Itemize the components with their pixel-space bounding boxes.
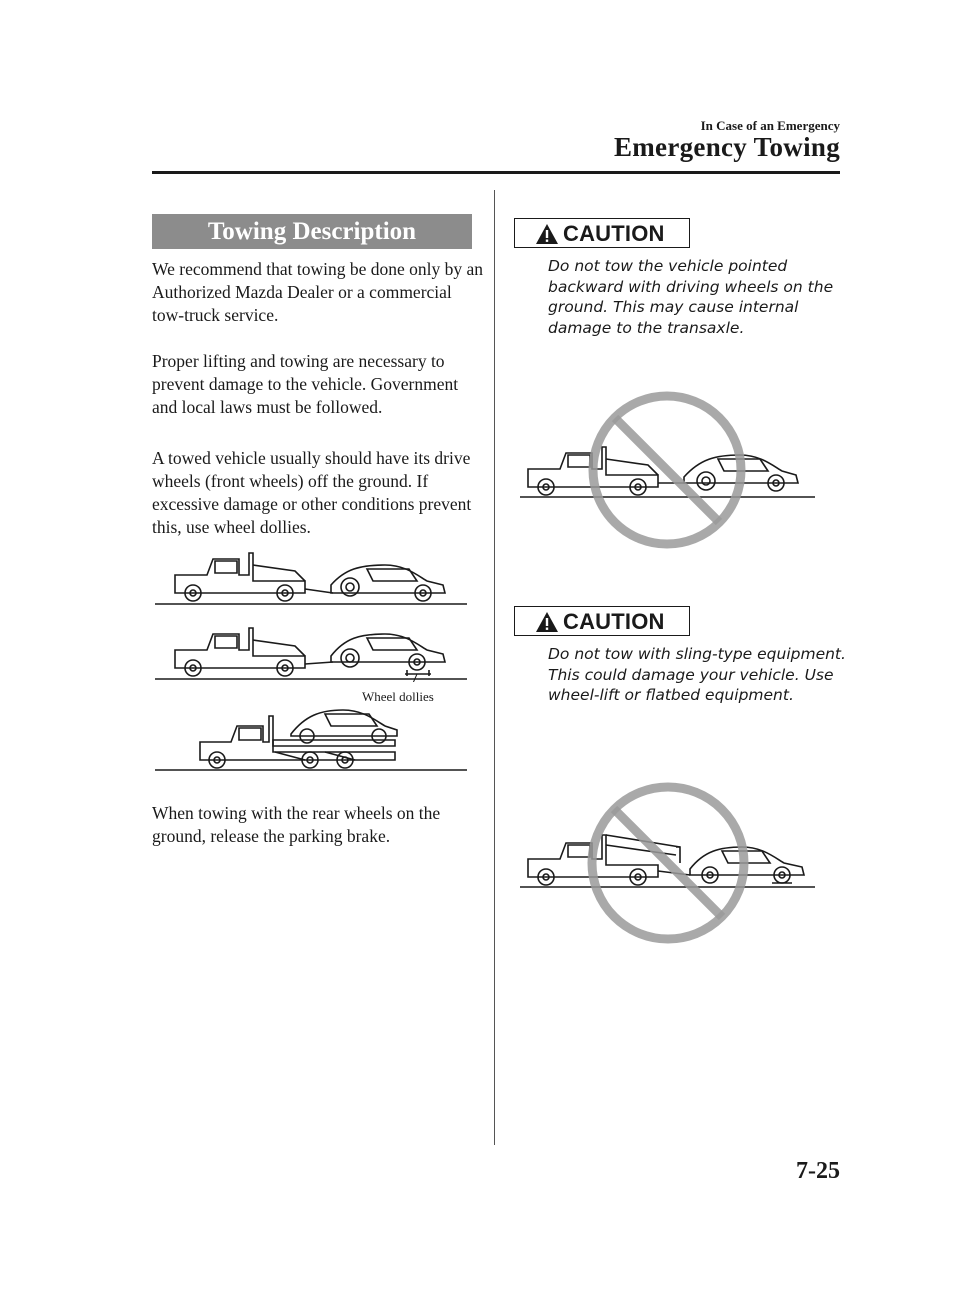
chapter-label: In Case of an Emergency: [700, 118, 840, 133]
paragraph-recommend: We recommend that towing be done only by an Authorized Mazda Dealer or a commercial tow-truck service.: [152, 259, 484, 325]
caution-label-1: CAUTION: [563, 221, 665, 246]
section-title: Towing Description: [152, 214, 472, 249]
caution-text-1: Do not tow the vehicle pointed backward with driving wheels on the ground. This may cause internal damage to the transaxle.: [548, 257, 834, 337]
caution-label-2: CAUTION: [563, 609, 665, 634]
column-divider: [494, 190, 495, 1145]
wheel-dollies-label: Wheel dollies: [362, 689, 434, 704]
wheel-lift-tow-illustration: [155, 545, 470, 607]
warning-triangle-icon: [535, 611, 559, 633]
paragraph-drive-wheels: A towed vehicle usually should have its drive wheels (front wheels) off the ground. If excessive damage or other conditions prevent this, use wheel dollies.: [152, 448, 472, 537]
paragraph-parking-brake: When towing with the rear wheels on the ground, release the parking brake.: [152, 803, 441, 846]
prohibited-backward-tow-illustration: [520, 385, 820, 555]
caution-box-1: [514, 218, 690, 248]
paragraph-proper-lifting: Proper lifting and towing are necessary to prevent damage to the vehicle. Government and local laws must be followed.: [152, 351, 459, 417]
header-rule: [152, 171, 840, 174]
caution-box-2: [514, 606, 690, 636]
caution-text-2: Do not tow with sling-type equipment. This could damage your vehicle. Use wheel-lift or flatbed equipment.: [548, 645, 846, 704]
page-number: 7-25: [796, 1158, 840, 1184]
prohibited-sling-tow-illustration: [520, 775, 820, 955]
flatbed-tow-illustration: [155, 700, 470, 775]
page-title: Emergency Towing: [613, 132, 840, 162]
warning-triangle-icon: [535, 223, 559, 245]
wheel-dollies-tow-illustration: [155, 620, 470, 682]
